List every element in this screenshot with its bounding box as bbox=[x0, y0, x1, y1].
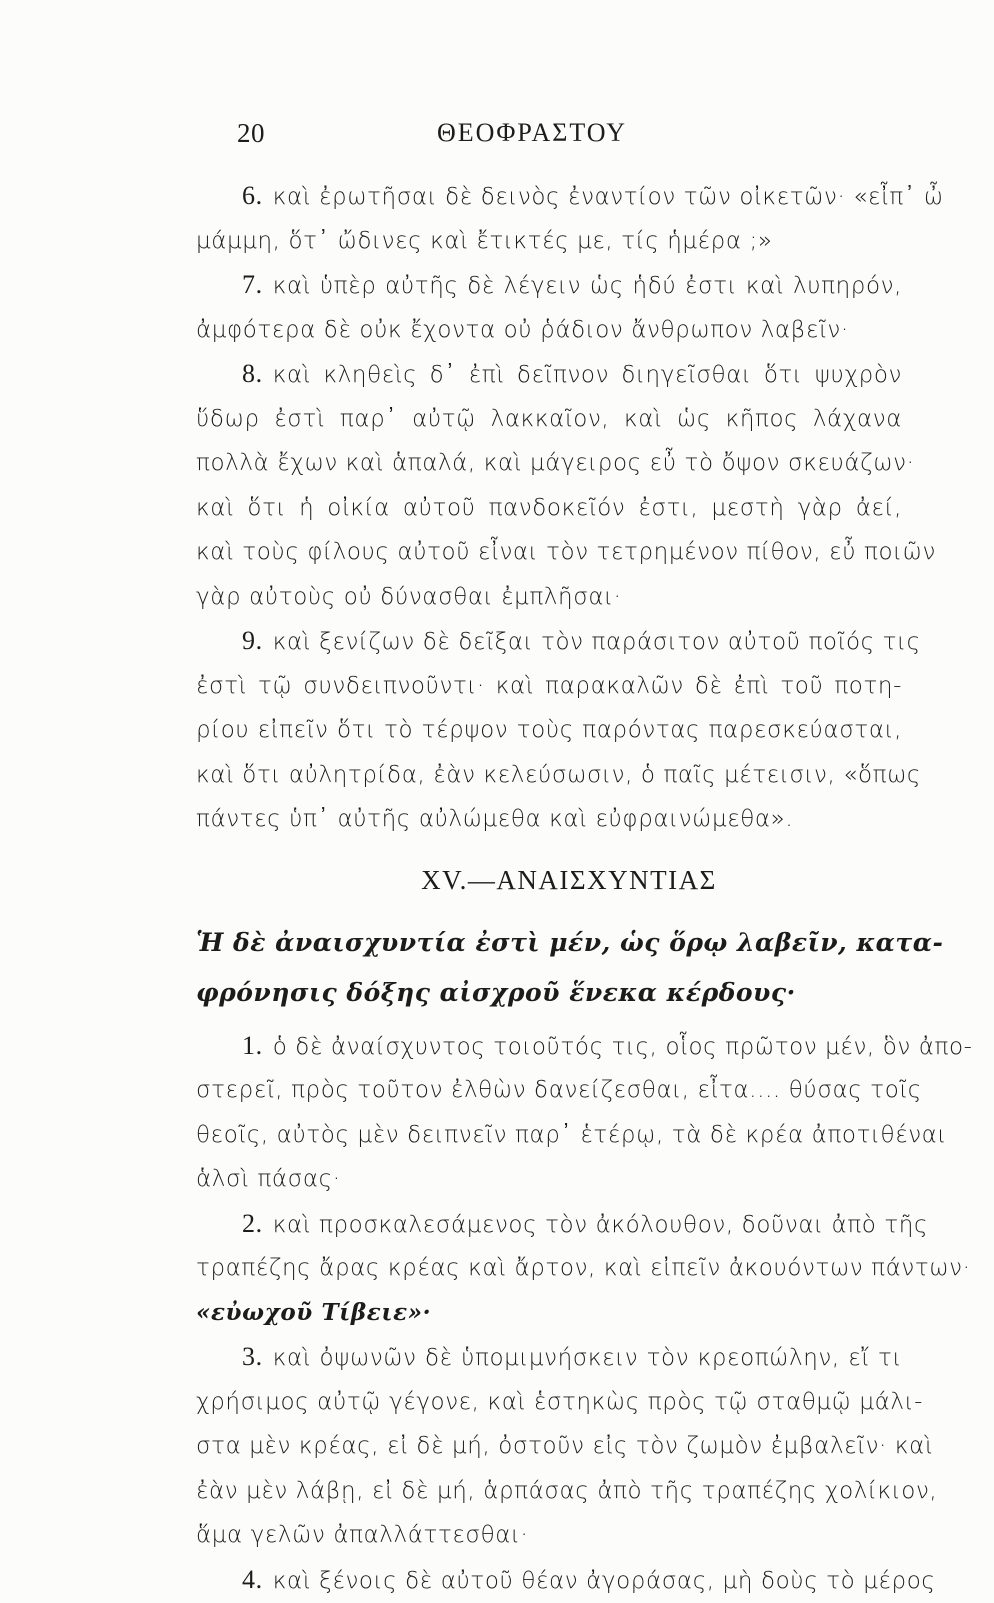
running-title: ΘΕΟΦΡΑΣΤΟΥ bbox=[436, 118, 628, 147]
line-text: ἐὰν μὲν λάβῃ, εἰ δὲ μή, ἁρπάσας ἀπὸ τῆς τραπέζης χολίκιον, bbox=[196, 1477, 938, 1504]
line-text: μάμμη, ὅτ᾿ ὤδινες καὶ ἔτικτές με, τίς ἡμέρα ;» bbox=[196, 227, 773, 254]
text-line bbox=[196, 397, 902, 442]
text-line bbox=[196, 708, 902, 753]
line-text: γὰρ αὐτοὺς οὐ δύνασθαι ἐμπλῆσαι· bbox=[196, 583, 622, 610]
text-line bbox=[196, 575, 902, 620]
line-text: ἅμα γελῶν ἀπαλλάττεσθαι· bbox=[196, 1522, 529, 1548]
line-text: ἀμφότερα δὲ οὐκ ἔχοντα οὐ ῥάδιον ἄνθρωπον λαβεῖν· bbox=[196, 316, 849, 343]
text-line bbox=[196, 1157, 902, 1202]
text-line bbox=[196, 530, 936, 575]
text-line bbox=[196, 1380, 923, 1425]
paragraph-number: 7. bbox=[242, 270, 263, 299]
text-line bbox=[196, 263, 902, 308]
line-text: καὶ ὀψωνῶν δὲ ὑπομιμνήσκειν τὸν κρεοπώλην, εἴ τι bbox=[272, 1345, 902, 1371]
text-line bbox=[196, 174, 944, 219]
line-text: καὶ ἐρωτῆσαι δὲ δεινὸς ἐναντίον τῶν οἰκετῶν· «εἶπ᾿ ὦ bbox=[272, 184, 944, 210]
text-line bbox=[196, 1558, 936, 1603]
paragraph-number: 4. bbox=[242, 1564, 263, 1594]
section-heading: XV.—ΑΝΑΙΣΧΥΝΤΙΑΣ bbox=[421, 864, 717, 895]
line-text: ὕδωρ ἐστὶ παρ᾿ αὐτῷ λακκαῖον, καὶ ὡς κῆπος λάχανα bbox=[196, 405, 902, 432]
line-text: καὶ ξένοις δὲ αὐτοῦ θέαν ἀγοράσας, μὴ δοὺς τὸ μέρος bbox=[272, 1567, 936, 1594]
text-line bbox=[196, 441, 915, 486]
text-line bbox=[196, 619, 921, 664]
text-line bbox=[196, 1424, 934, 1469]
text-line bbox=[196, 664, 902, 709]
line-text: θεοῖς, αὐτὸς μὲν δειπνεῖν παρ᾿ ἑτέρῳ, τὰ δὲ κρέα ἀποτιθέναι bbox=[196, 1121, 947, 1148]
text-line bbox=[196, 486, 902, 531]
definition-line: Ἡ δὲ ἀναισχυντία ἐστὶ μέν, ὡς ὅρῳ λαβεῖν, κατα- bbox=[196, 927, 944, 957]
line-text: καὶ τοὺς φίλους αὐτοῦ εἶναι τὸν τετρημένον πίθον, εὖ ποιῶν bbox=[196, 539, 936, 565]
line-text: καὶ ὑπὲρ αὐτῆς δὲ λέγειν ὡς ἡδύ ἐστι καὶ λυπηρόν, bbox=[272, 273, 902, 299]
line-text: ὁ δὲ ἀναίσχυντος τοιοῦτός τις, οἷος πρῶτον μέν, ὃν ἀπο- bbox=[272, 1033, 973, 1060]
text-block bbox=[196, 174, 973, 1602]
line-text: πάντες ὑπ᾿ αὐτῆς αὐλώμεθα καὶ εὐφραινώμεθα». bbox=[196, 806, 794, 832]
paragraph-number: 9. bbox=[242, 626, 263, 655]
continuation-paragraphs bbox=[196, 174, 944, 842]
paragraph-number: 8. bbox=[242, 359, 263, 388]
text-line bbox=[196, 753, 922, 798]
text-line bbox=[196, 1513, 902, 1558]
line-text: τραπέζης ἄρας κρέας καὶ ἄρτον, καὶ εἰπεῖν ἀκουόντων πάντων· bbox=[196, 1255, 971, 1281]
line-text: «εὐωχοῦ Τίβειε»· bbox=[196, 1298, 432, 1326]
paragraph-number: 6. bbox=[242, 181, 263, 210]
paragraph-number: 2. bbox=[242, 1208, 263, 1238]
text-line bbox=[196, 1068, 922, 1113]
text-line bbox=[196, 1291, 902, 1336]
line-text: καὶ ὅτι αὐλητρίδα, ἐὰν κελεύσωσιν, ὁ παῖς μέτεισιν, «ὅπως bbox=[196, 761, 922, 788]
line-text: ἁλσὶ πάσας· bbox=[196, 1166, 341, 1192]
text-line bbox=[196, 1335, 902, 1380]
line-text: καὶ ξενίζων δὲ δεῖξαι τὸν παράσιτον αὐτοῦ ποῖός τις bbox=[272, 629, 921, 655]
paragraph-number: 3. bbox=[242, 1342, 263, 1371]
line-text: ἐστὶ τῷ συνδειπνοῦντι· καὶ παρακαλῶν δὲ ἐπὶ τοῦ ποτη- bbox=[196, 672, 902, 699]
definition-line: φρόνησις δόξης αἰσχροῦ ἕνεκα κέρδους· bbox=[196, 977, 796, 1007]
page-number: 20 bbox=[237, 118, 265, 148]
line-text: στα μὲν κρέας, εἰ δὲ μή, ὀστοῦν εἰς τὸν ζωμὸν ἐμβαλεῖν· καὶ bbox=[196, 1433, 934, 1459]
body-paragraphs bbox=[196, 1024, 973, 1603]
text-line bbox=[196, 1202, 929, 1247]
line-text: καὶ κληθεὶς δ᾿ ἐπὶ δεῖπνον διηγεῖσθαι ὅτι ψυχρὸν bbox=[272, 362, 902, 388]
text-line bbox=[196, 1469, 938, 1514]
paragraph-number: 1. bbox=[242, 1030, 263, 1060]
line-text: καὶ προσκαλεσάμενος τὸν ἀκόλουθον, δοῦναι ἀπὸ τῆς bbox=[272, 1211, 929, 1238]
text-line bbox=[196, 219, 902, 264]
text-line bbox=[196, 1024, 973, 1069]
text-line bbox=[196, 797, 902, 842]
text-line bbox=[196, 352, 902, 397]
text-line bbox=[196, 308, 902, 353]
line-text: ρίου εἰπεῖν ὅτι τὸ τέρψον τοὺς παρόντας παρεσκεύασται, bbox=[196, 717, 902, 743]
line-text: στερεῖ, πρὸς τοῦτον ἐλθὼν δανείζεσθαι, εἶτα.... θύσας τοῖς bbox=[196, 1077, 922, 1103]
line-text: πολλὰ ἔχων καὶ ἁπαλά, καὶ μάγειρος εὖ τὸ ὄψον σκευάζων· bbox=[196, 450, 915, 476]
text-line bbox=[196, 1246, 971, 1291]
line-text: χρήσιμος αὐτῷ γέγονε, καὶ ἑστηκὼς πρὸς τῷ σταθμῷ μάλι- bbox=[196, 1388, 923, 1415]
text-line bbox=[196, 1113, 947, 1158]
line-text: καὶ ὅτι ἡ οἰκία αὐτοῦ πανδοκεῖόν ἐστι, μεστὴ γὰρ ἀεί, bbox=[196, 494, 902, 521]
